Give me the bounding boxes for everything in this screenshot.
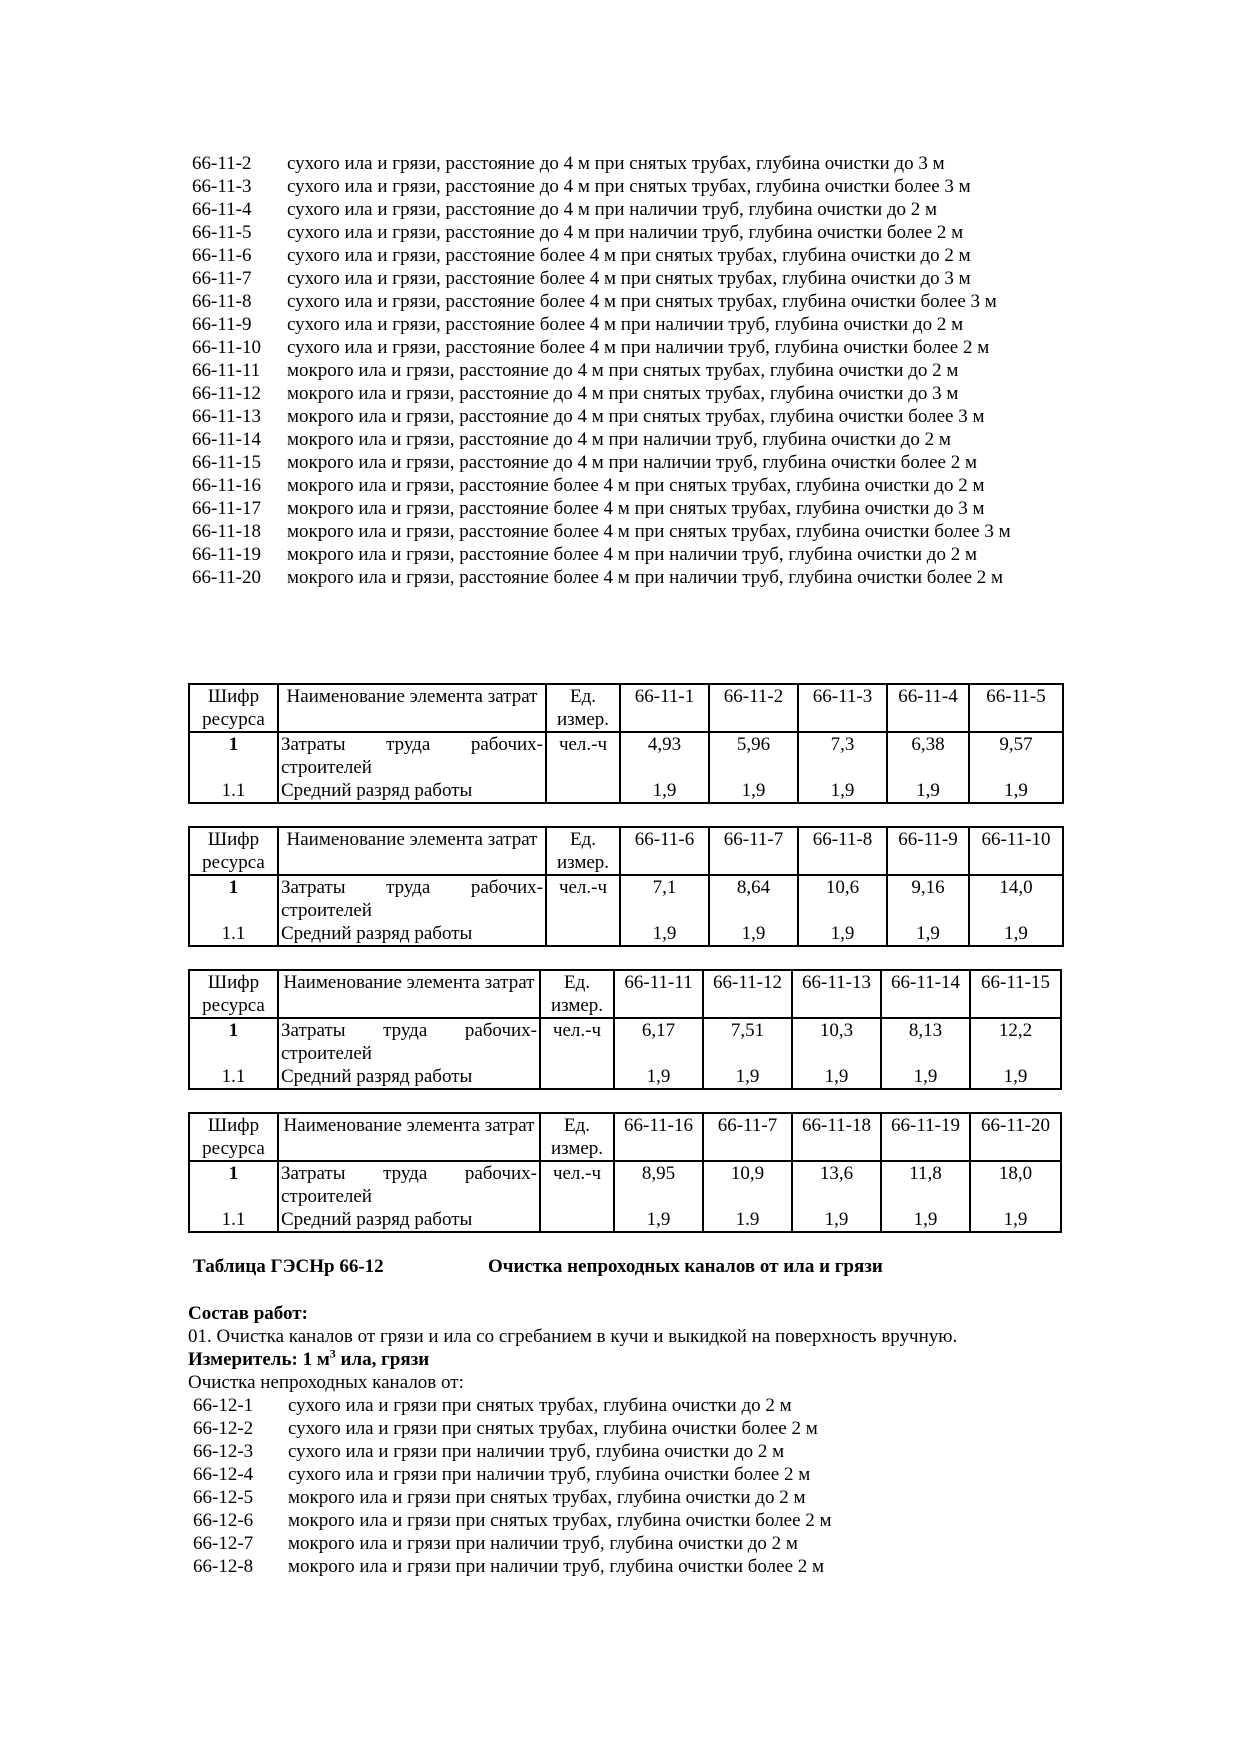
entry-code: 66-11-17 — [192, 498, 261, 519]
list-item — [192, 520, 1060, 543]
table-cell: 1,9 — [969, 779, 1063, 803]
table-row — [189, 875, 1063, 922]
entry-code: 66-11-16 — [192, 475, 261, 496]
entry-code: 66-12-2 — [193, 1418, 254, 1439]
column-code: 66-11-11 — [614, 970, 703, 1018]
norm-table-2 — [188, 826, 1064, 947]
table-cell: 6,38 — [887, 732, 969, 779]
row-unit: чел.-ч — [540, 1018, 614, 1065]
table-cell: 1,9 — [620, 922, 709, 946]
table-cell: 1,9 — [881, 1065, 970, 1089]
table-header-row — [189, 1113, 1061, 1161]
table-cell: 10,9 — [703, 1161, 792, 1208]
entry-code: 66-11-12 — [192, 383, 261, 404]
meter-suffix: ила, грязи — [335, 1349, 430, 1370]
table-cell: 6,17 — [614, 1018, 703, 1065]
entry-text: мокрого ила и грязи, расстояние более 4 м при снятых трубах, глубина очистки до 3 м — [287, 498, 985, 519]
column-code: 66-11-7 — [709, 827, 798, 875]
row-unit — [540, 1208, 614, 1232]
column-code: 66-11-16 — [614, 1113, 703, 1161]
entry-code: 66-12-1 — [193, 1395, 254, 1416]
column-code: 66-11-18 — [792, 1113, 881, 1161]
table-cell: 1.9 — [703, 1208, 792, 1232]
list-item — [192, 290, 1060, 313]
meter-sup: 3 — [329, 1346, 336, 1361]
column-code: 66-11-2 — [709, 684, 798, 732]
list-item — [192, 267, 1060, 290]
table-cell: 1,9 — [970, 1065, 1061, 1089]
entry-text: сухого ила и грязи, расстояние до 4 м при наличии труб, глубина очистки до 2 м — [287, 199, 938, 220]
entry-text: мокрого ила и грязи при наличии труб, глубина очистки более 2 м — [288, 1556, 825, 1577]
table-cell: 7,51 — [703, 1018, 792, 1065]
table-cell: 9,16 — [887, 875, 969, 922]
norm-table-1 — [188, 683, 1064, 804]
table-cell: 7,3 — [798, 732, 887, 779]
entries-66-11-list — [192, 152, 1060, 589]
meter-line — [188, 1348, 1068, 1371]
entry-text: сухого ила и грязи при снятых трубах, глубина очистки более 2 м — [288, 1418, 818, 1439]
column-code: 66-11-8 — [798, 827, 887, 875]
table-header-row — [189, 827, 1063, 875]
entry-text: сухого ила и грязи, расстояние до 4 м при снятых трубах, глубина очистки более 3 м — [287, 176, 971, 197]
table-cell: 18,0 — [970, 1161, 1061, 1208]
entry-text: сухого ила и грязи, расстояние более 4 м при наличии труб, глубина очистки до 2 м — [287, 314, 964, 335]
column-code: 66-11-3 — [798, 684, 887, 732]
table-cell: 1,9 — [798, 922, 887, 946]
table-row — [189, 1065, 1061, 1089]
row-name: Средний разряд работы — [278, 922, 546, 946]
list-item — [193, 1509, 1061, 1532]
entry-text: сухого ила и грязи, расстояние более 4 м при снятых трубах, глубина очистки до 3 м — [287, 268, 971, 289]
row-name: Затраты труда рабочих-строителей — [278, 1018, 540, 1065]
row-name: Средний разряд работы — [278, 1208, 540, 1232]
entry-text: сухого ила и грязи при снятых трубах, глубина очистки до 2 м — [288, 1395, 792, 1416]
row-unit — [546, 922, 620, 946]
table-cell: 5,96 — [709, 732, 798, 779]
entry-code: 66-12-7 — [193, 1533, 254, 1554]
column-code: 66-11-19 — [881, 1113, 970, 1161]
list-item — [192, 313, 1060, 336]
entry-code: 66-11-9 — [192, 314, 252, 335]
entry-text: мокрого ила и грязи, расстояние до 4 м при наличии труб, глубина очистки до 2 м — [287, 429, 951, 450]
table-cell: 8,13 — [881, 1018, 970, 1065]
entry-code: 66-11-18 — [192, 521, 261, 542]
table-cell: 1,9 — [792, 1065, 881, 1089]
list-item — [192, 336, 1060, 359]
row-name: Затраты труда рабочих-строителей — [278, 732, 546, 779]
entry-code: 66-11-2 — [192, 153, 252, 174]
list-item — [192, 566, 1060, 589]
column-code: 66-11-12 — [703, 970, 792, 1018]
header-shifr: Шифр ресурса — [189, 827, 278, 875]
entry-text: сухого ила и грязи при наличии труб, глубина очистки более 2 м — [288, 1464, 811, 1485]
row-name: Затраты труда рабочих-строителей — [278, 1161, 540, 1208]
list-item — [192, 405, 1060, 428]
table-cell: 1,9 — [620, 779, 709, 803]
header-name: Наименование элемента затрат — [278, 1113, 540, 1161]
entry-code: 66-11-14 — [192, 429, 261, 450]
row-unit: чел.-ч — [540, 1161, 614, 1208]
entry-text: сухого ила и грязи, расстояние до 4 м при снятых трубах, глубина очистки до 3 м — [287, 153, 945, 174]
list-item — [192, 244, 1060, 267]
column-code: 66-11-6 — [620, 827, 709, 875]
row-code: 1 — [189, 732, 278, 779]
table-title: Очистка непроходных каналов от ила и грязи — [488, 1256, 883, 1277]
table-cell: 8,64 — [709, 875, 798, 922]
column-code: 66-11-9 — [887, 827, 969, 875]
header-name: Наименование элемента затрат — [278, 827, 546, 875]
table-cell: 1,9 — [881, 1208, 970, 1232]
table-cell: 1,9 — [614, 1065, 703, 1089]
entry-code: 66-11-6 — [192, 245, 252, 266]
entry-text: сухого ила и грязи, расстояние более 4 м при снятых трубах, глубина очистки более 3 м — [287, 291, 997, 312]
row-unit — [546, 779, 620, 803]
work-composition — [188, 1302, 1068, 1394]
entry-text: мокрого ила и грязи, расстояние более 4 м при наличии труб, глубина очистки до 2 м — [287, 544, 977, 565]
entry-text: мокрого ила и грязи при снятых трубах, глубина очистки более 2 м — [288, 1510, 832, 1531]
norm-table-4 — [188, 1112, 1062, 1233]
entry-text: сухого ила и грязи, расстояние более 4 м при наличии труб, глубина очистки более 2 м — [287, 337, 990, 358]
list-item — [193, 1394, 1061, 1417]
entry-code: 66-11-19 — [192, 544, 261, 565]
column-code: 66-11-7 — [703, 1113, 792, 1161]
table-row — [189, 1208, 1061, 1232]
table-cell: 1,9 — [970, 1208, 1061, 1232]
header-shifr: Шифр ресурса — [189, 1113, 278, 1161]
entry-text: мокрого ила и грязи при наличии труб, глубина очистки до 2 м — [288, 1533, 798, 1554]
list-item — [192, 175, 1060, 198]
entry-code: 66-11-20 — [192, 567, 261, 588]
meter-prefix: Измеритель: 1 м — [188, 1349, 330, 1370]
list-item — [192, 543, 1060, 566]
table-cell: 1,9 — [798, 779, 887, 803]
header-shifr: Шифр ресурса — [189, 970, 278, 1018]
header-name: Наименование элемента затрат — [278, 684, 546, 732]
row-name: Затраты труда рабочих-строителей — [278, 875, 546, 922]
column-code: 66-11-20 — [970, 1113, 1061, 1161]
row-unit: чел.-ч — [546, 875, 620, 922]
column-code: 66-11-15 — [970, 970, 1061, 1018]
table-cell: 14,0 — [969, 875, 1063, 922]
entry-text: мокрого ила и грязи, расстояние до 4 м при снятых трубах, глубина очистки более 3 м — [287, 406, 985, 427]
column-code: 66-11-13 — [792, 970, 881, 1018]
table-cell: 10,3 — [792, 1018, 881, 1065]
list-item — [193, 1486, 1061, 1509]
header-unit: Ед. измер. — [546, 827, 620, 875]
row-code: 1.1 — [189, 1208, 278, 1232]
list-item — [192, 221, 1060, 244]
table-cell: 12,2 — [970, 1018, 1061, 1065]
list-item — [193, 1463, 1061, 1486]
row-code: 1.1 — [189, 1065, 278, 1089]
table-label: Таблица ГЭСНр 66-12 — [193, 1256, 384, 1277]
list-item — [192, 198, 1060, 221]
row-code: 1.1 — [189, 779, 278, 803]
entry-code: 66-12-4 — [193, 1464, 254, 1485]
table-header-row — [189, 684, 1063, 732]
entry-text: мокрого ила и грязи, расстояние более 4 м при наличии труб, глубина очистки более 2 м — [287, 567, 1004, 588]
table-row — [189, 1018, 1061, 1065]
row-name: Средний разряд работы — [278, 1065, 540, 1089]
table-cell: 7,1 — [620, 875, 709, 922]
list-item — [192, 451, 1060, 474]
entry-code: 66-11-3 — [192, 176, 252, 197]
column-code: 66-11-5 — [969, 684, 1063, 732]
section-heading — [193, 1255, 883, 1278]
composition-label: Состав работ: — [188, 1303, 308, 1324]
table-cell: 1,9 — [887, 779, 969, 803]
entry-text: мокрого ила и грязи, расстояние до 4 м при наличии труб, глубина очистки более 2 м — [287, 452, 977, 473]
header-unit: Ед. измер. — [540, 970, 614, 1018]
list-item — [193, 1417, 1061, 1440]
table-cell: 9,57 — [969, 732, 1063, 779]
column-code: 66-11-14 — [881, 970, 970, 1018]
intro-line: Очистка непроходных каналов от: — [188, 1372, 464, 1393]
list-item — [192, 428, 1060, 451]
entry-text: мокрого ила и грязи при снятых трубах, глубина очистки до 2 м — [288, 1487, 806, 1508]
table-cell: 10,6 — [798, 875, 887, 922]
header-unit: Ед. измер. — [546, 684, 620, 732]
entry-text: мокрого ила и грязи, расстояние до 4 м при снятых трубах, глубина очистки до 2 м — [287, 360, 959, 381]
entry-code: 66-11-10 — [192, 337, 261, 358]
table-row — [189, 779, 1063, 803]
entry-code: 66-11-8 — [192, 291, 252, 312]
row-name: Средний разряд работы — [278, 779, 546, 803]
entry-text: мокрого ила и грязи, расстояние до 4 м при снятых трубах, глубина очистки до 3 м — [287, 383, 959, 404]
column-code: 66-11-1 — [620, 684, 709, 732]
entries-66-12-list — [193, 1394, 1061, 1578]
entry-text: мокрого ила и грязи, расстояние более 4 м при снятых трубах, глубина очистки до 2 м — [287, 475, 985, 496]
list-item — [193, 1532, 1061, 1555]
table-cell: 8,95 — [614, 1161, 703, 1208]
header-unit: Ед. измер. — [540, 1113, 614, 1161]
entry-code: 66-11-4 — [192, 199, 252, 220]
table-cell: 1,9 — [709, 922, 798, 946]
header-name: Наименование элемента затрат — [278, 970, 540, 1018]
entry-code: 66-12-6 — [193, 1510, 254, 1531]
row-code: 1 — [189, 875, 278, 922]
table-header-row — [189, 970, 1061, 1018]
table-cell: 1,9 — [703, 1065, 792, 1089]
row-code: 1 — [189, 1161, 278, 1208]
row-unit: чел.-ч — [546, 732, 620, 779]
column-code: 66-11-4 — [887, 684, 969, 732]
table-row — [189, 922, 1063, 946]
entry-text: мокрого ила и грязи, расстояние более 4 м при снятых трубах, глубина очистки более 3 м — [287, 521, 1011, 542]
entry-code: 66-11-7 — [192, 268, 252, 289]
entry-code: 66-12-8 — [193, 1556, 254, 1577]
row-code: 1.1 — [189, 922, 278, 946]
list-item — [192, 359, 1060, 382]
table-cell: 1,9 — [887, 922, 969, 946]
entry-text: сухого ила и грязи, расстояние до 4 м при наличии труб, глубина очистки более 2 м — [287, 222, 964, 243]
list-item — [192, 474, 1060, 497]
table-cell: 11,8 — [881, 1161, 970, 1208]
entry-code: 66-11-13 — [192, 406, 261, 427]
entry-code: 66-11-15 — [192, 452, 261, 473]
list-item — [193, 1555, 1061, 1578]
entry-code: 66-12-5 — [193, 1487, 254, 1508]
column-code: 66-11-10 — [969, 827, 1063, 875]
table-cell: 4,93 — [620, 732, 709, 779]
table-cell: 1,9 — [614, 1208, 703, 1232]
entry-code: 66-12-3 — [193, 1441, 254, 1462]
table-row — [189, 1161, 1061, 1208]
table-row — [189, 732, 1063, 779]
header-shifr: Шифр ресурса — [189, 684, 278, 732]
list-item — [192, 152, 1060, 175]
list-item — [193, 1440, 1061, 1463]
norm-table-3 — [188, 969, 1062, 1090]
entry-code: 66-11-5 — [192, 222, 252, 243]
entry-code: 66-11-11 — [192, 360, 261, 381]
table-cell: 1,9 — [969, 922, 1063, 946]
table-cell: 1,9 — [709, 779, 798, 803]
list-item — [192, 497, 1060, 520]
list-item — [192, 382, 1060, 405]
composition-item: 01. Очистка каналов от грязи и ила со сгребанием в кучи и выкидкой на поверхность вручную. — [188, 1326, 958, 1347]
table-cell: 13,6 — [792, 1161, 881, 1208]
table-cell: 1,9 — [792, 1208, 881, 1232]
entry-text: сухого ила и грязи при наличии труб, глубина очистки до 2 м — [288, 1441, 785, 1462]
entry-text: сухого ила и грязи, расстояние более 4 м при снятых трубах, глубина очистки до 2 м — [287, 245, 971, 266]
row-unit — [540, 1065, 614, 1089]
row-code: 1 — [189, 1018, 278, 1065]
